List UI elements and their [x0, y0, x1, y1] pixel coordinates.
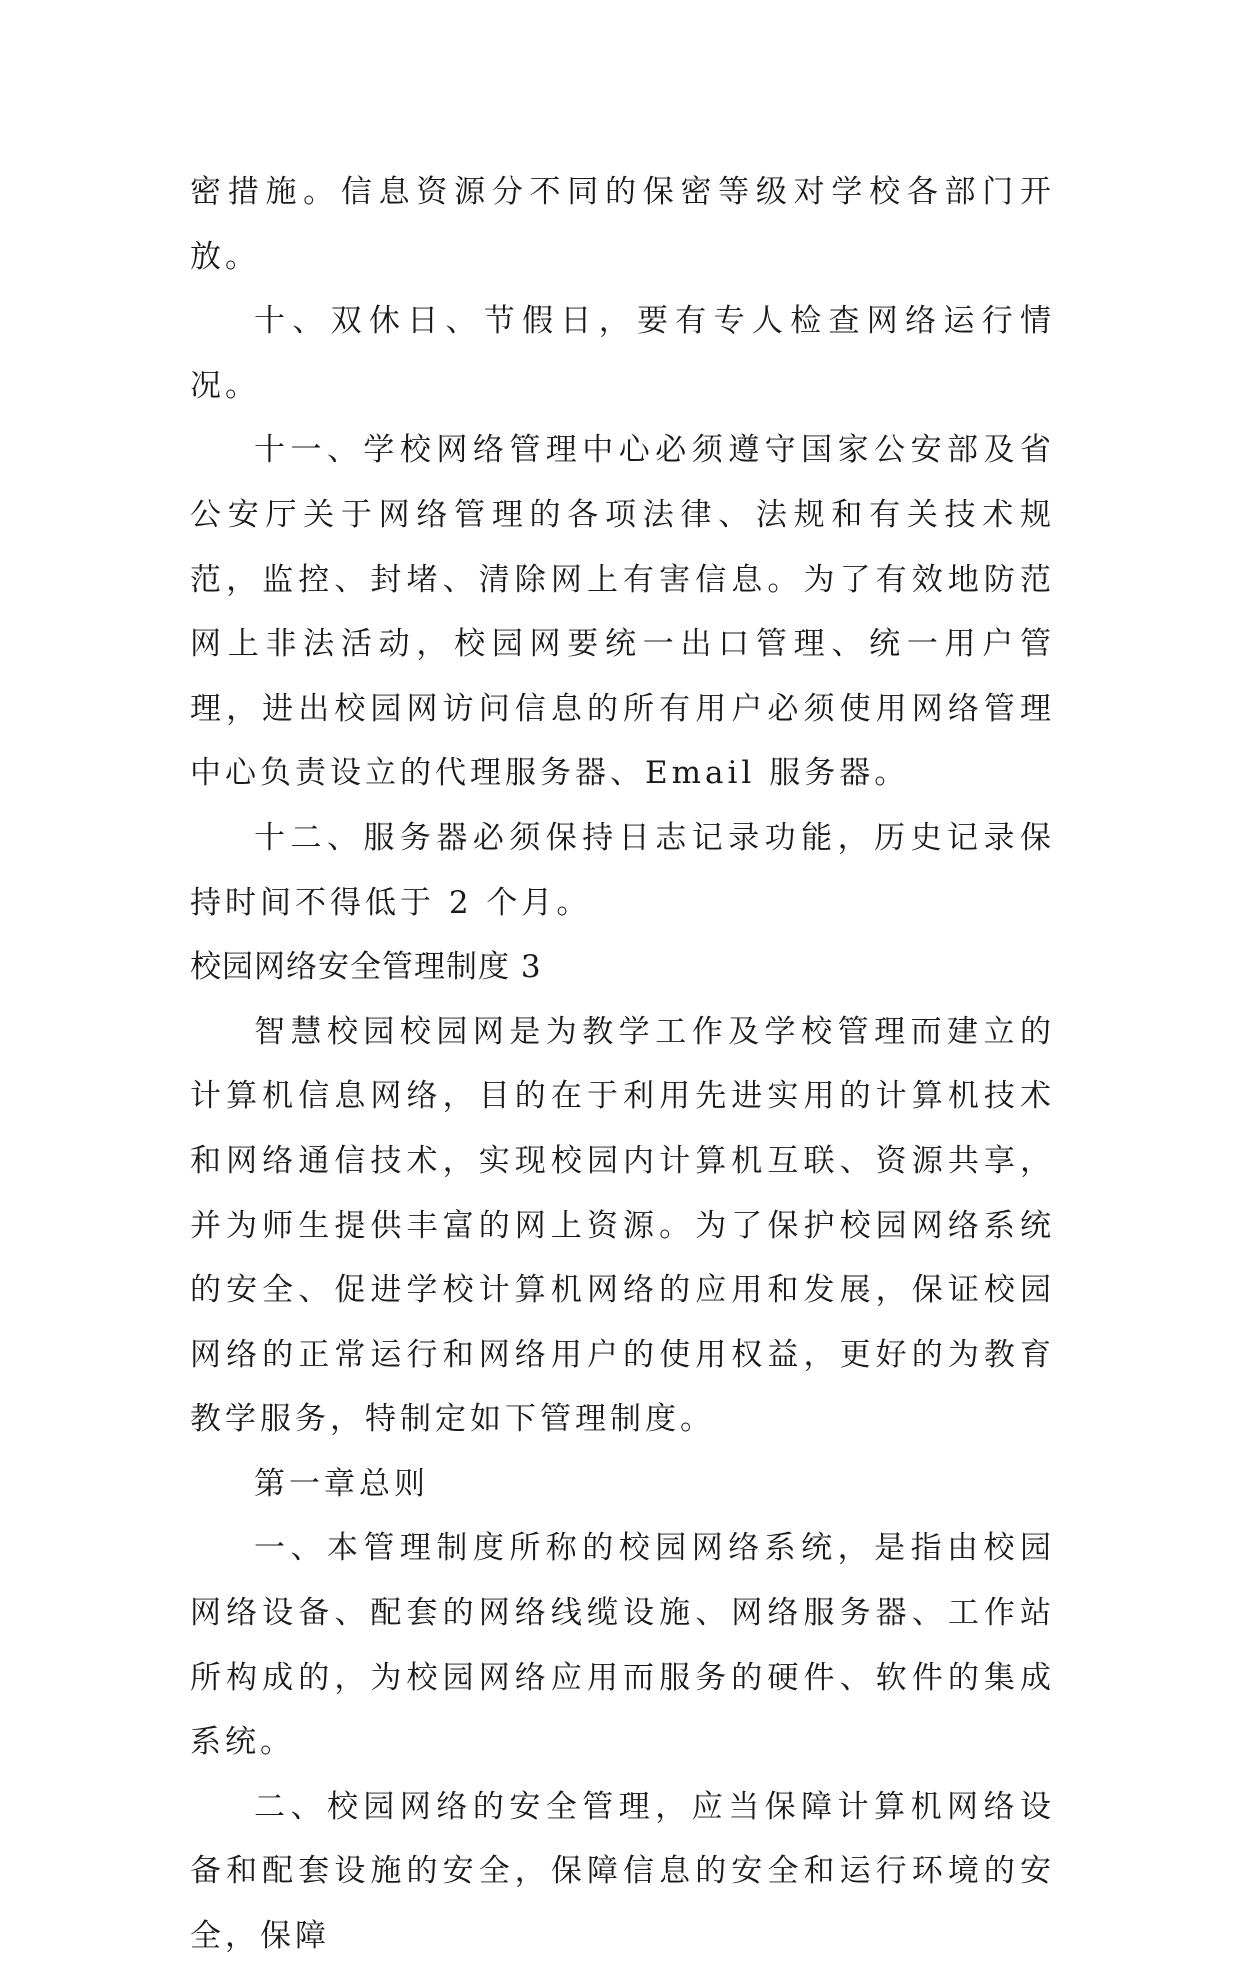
paragraph-continuation: 密措施。信息资源分不同的保密等级对学校各部门开放。	[190, 174, 1055, 275]
paragraph-article-1: 一、本管理制度所称的校园网络系统，是指由校园网络设备、配套的网络线缆设施、网络服务器、工作站所构成的，为校园网络应用而服务的硬件、软件的集成系统。	[190, 1530, 1055, 1761]
paragraph-item-10: 十、双休日、节假日，要有专人检查网络运行情况。	[190, 303, 1055, 404]
chapter-heading: 第一章总则	[254, 1465, 429, 1502]
section-title: 校园网络安全管理制度 3	[190, 949, 542, 986]
paragraph-item-12: 十二、服务器必须保持日志记录功能，历史记录保持时间不得低于 2 个月。	[190, 819, 1055, 921]
paragraph-article-2: 二、校园网络的安全管理，应当保障计算机网络设备和配套设施的安全，保障信息的安全和运行环境的安全，保障	[190, 1788, 1055, 1955]
paragraph-item-11: 十一、学校网络管理中心必须遵守国家公安部及省公安厅关于网络管理的各项法律、法规和有关技术规范，监控、封堵、清除网上有害信息。为了有效地防范网上非法活动，校园网要统一出口管理、统一用户管理，进出校园网访问信息的所有用户必须使用网络管理中心负责设立的代理服务器、Email 服务器。	[190, 432, 1055, 792]
document-body	[190, 160, 1055, 1969]
paragraph-intro: 智慧校园校园网是为教学工作及学校管理而建立的计算机信息网络，目的在于利用先进实用的计算机技术和网络通信技术，实现校园内计算机互联、资源共享，并为师生提供丰富的网上资源。为了保护校园网络系统的安全、促进学校计算机网络的应用和发展，保证校园网络的正常运行和网络用户的使用权益，更好的为教育教学服务，特制定如下管理制度。	[190, 1013, 1055, 1438]
